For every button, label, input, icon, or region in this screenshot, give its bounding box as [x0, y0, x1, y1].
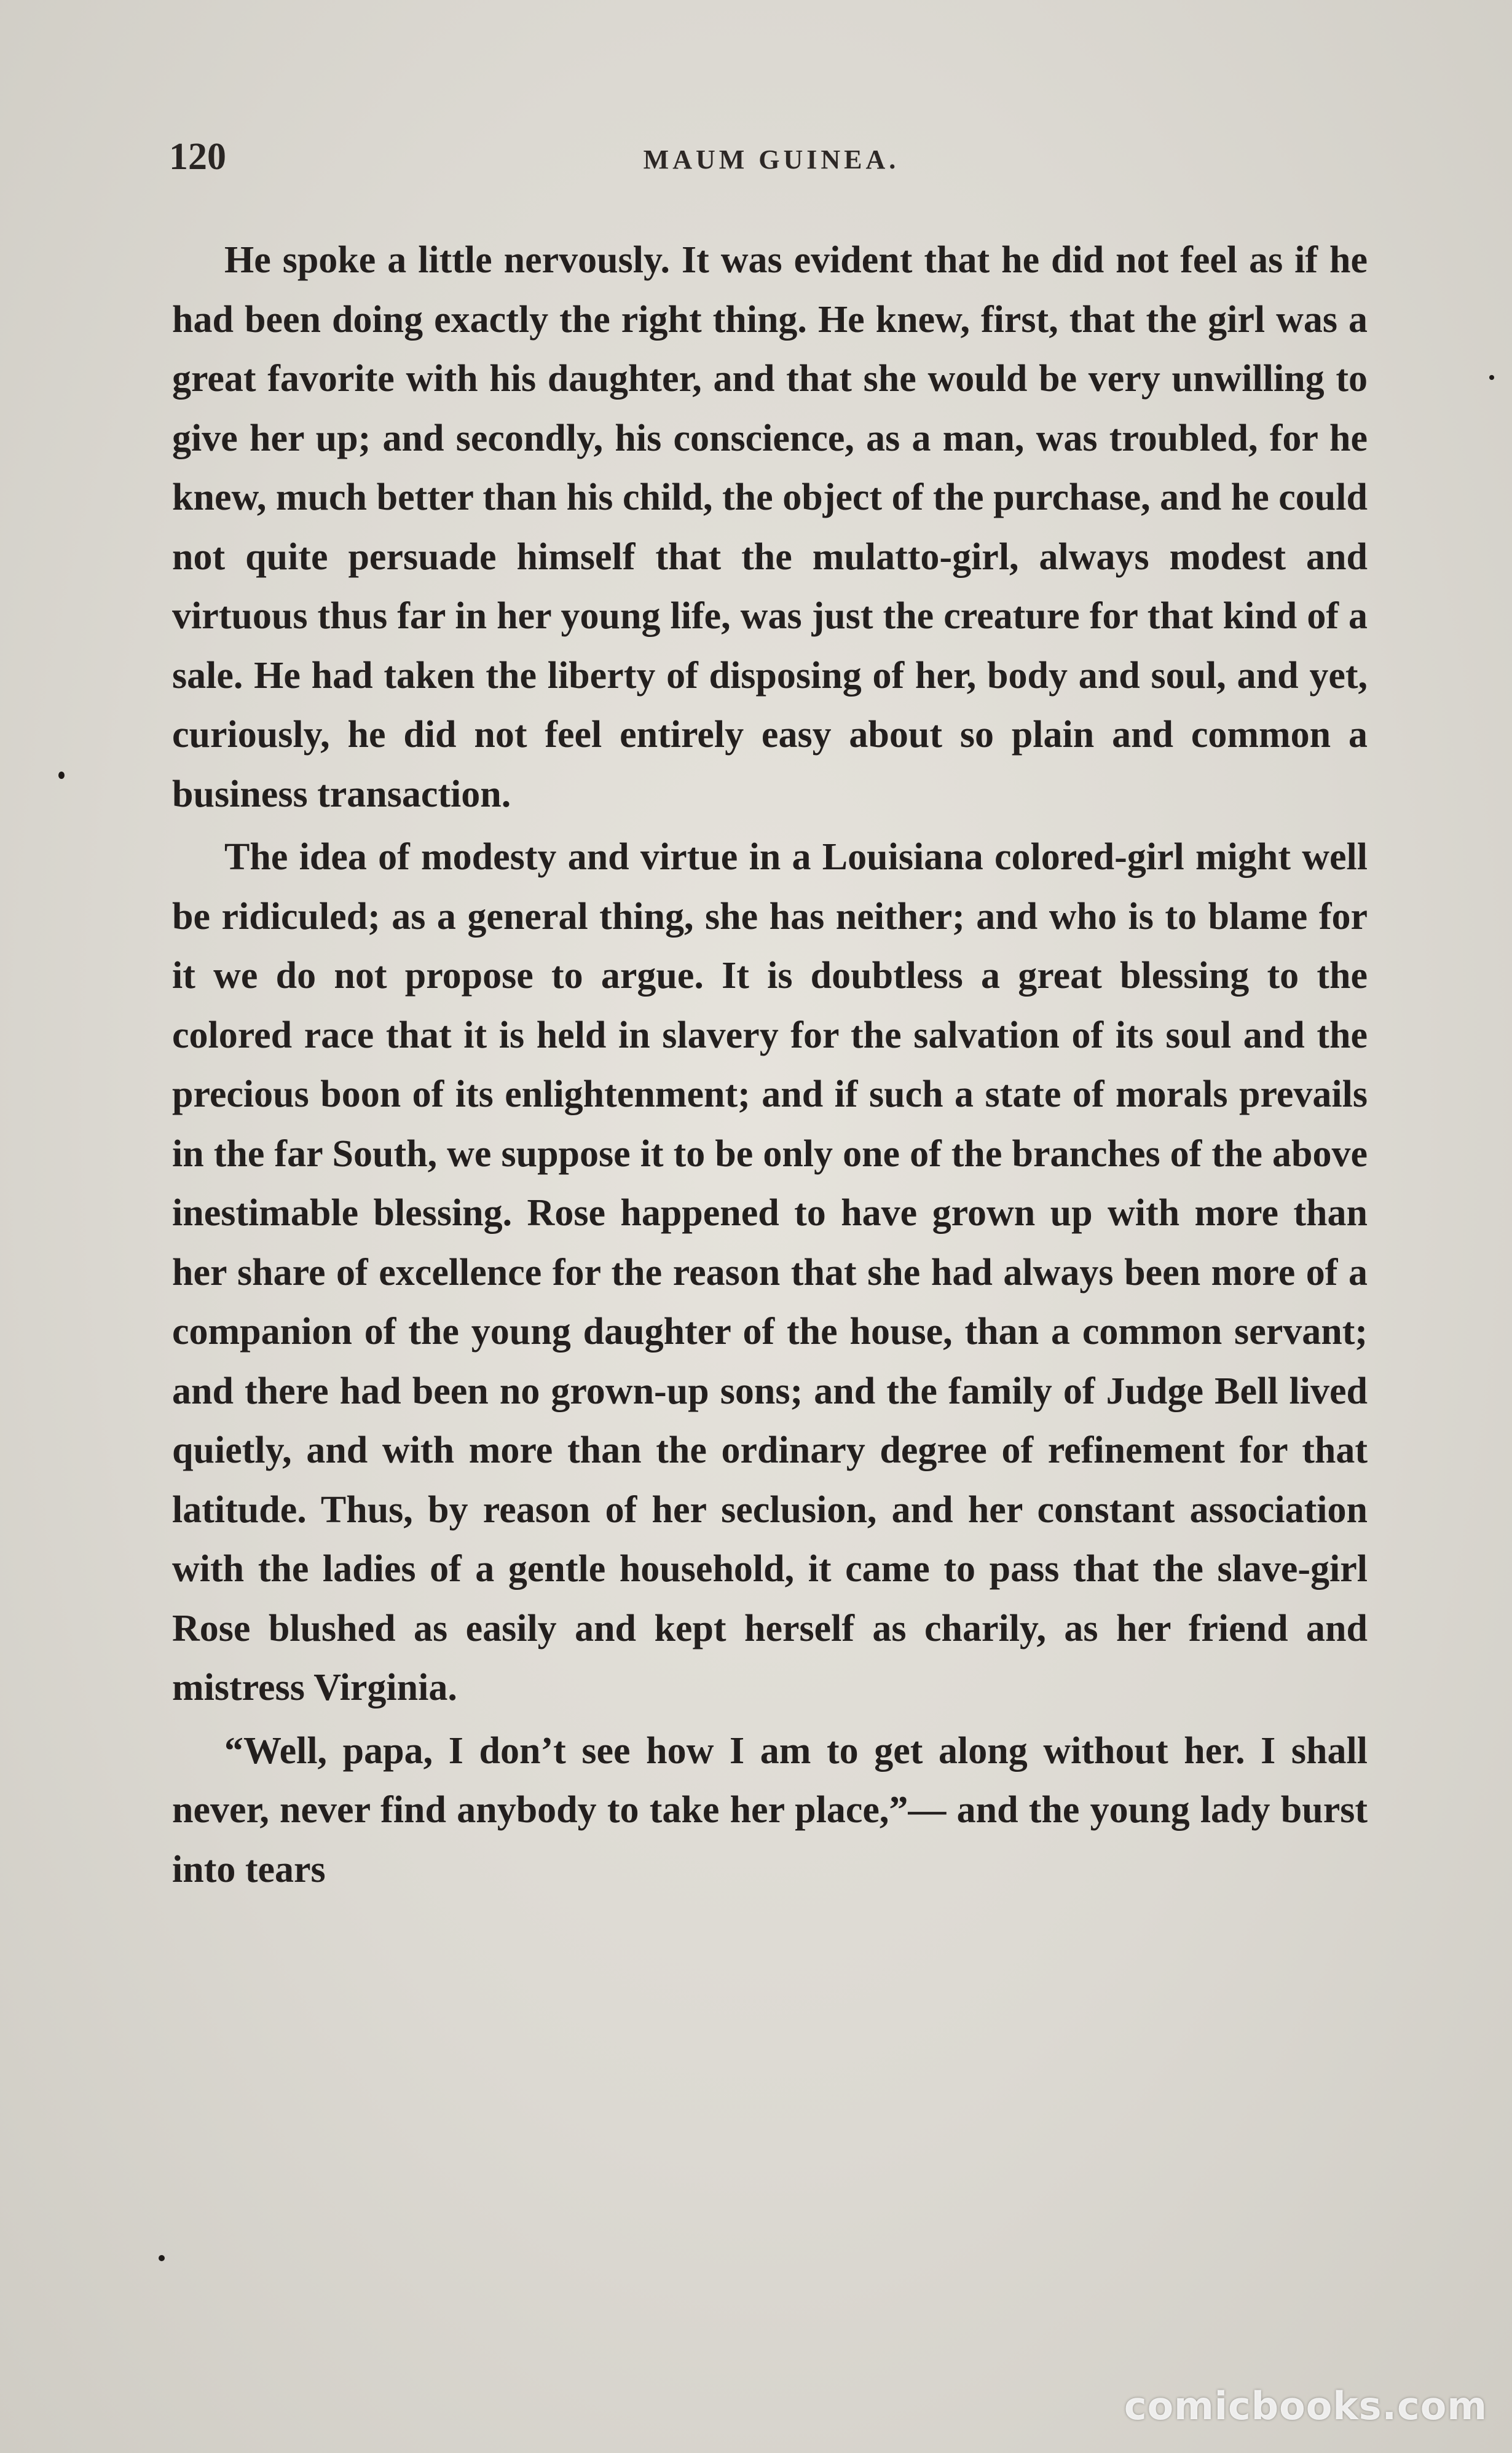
running-title: MAUM GUINEA.	[643, 144, 900, 175]
ink-speck	[159, 2255, 165, 2261]
paragraph: “Well, papa, I don’t see how I am to get along without her. I shall never, never find anybody to take her place,”— and the young lady burst into tears	[172, 1729, 1368, 1890]
page-header	[169, 135, 1374, 203]
watermark-logo: comicbooks.com	[1124, 2384, 1487, 2428]
paragraph: He spoke a little nervously. It was evident that he did not feel as if he had been doing exactly the right thing. He knew, first, that the girl was a great favorite with his daughter, and that she would be very unwilling to give her up; and secondly, his conscience, as a man, was troubled, for he knew, much better than his child, the object of the purchase, and he could not quite persuade himself that the mulatto-girl, always modest and virtuous thus far in her young life, was just the creature for that kind of a sale. He had taken the liberty of disposing of her, body and soul, and yet, curiously, he did not feel entirely easy about so plain and common a business transaction.	[172, 239, 1368, 815]
ink-speck	[1489, 375, 1494, 380]
paragraph: The idea of modesty and virtue in a Louisiana colored-girl might well be ridiculed; as a general thing, she has neither; and who is to blame for it we do not propose to argue. It is doubtless a great blessing to the colored race that it is held in slavery for the salvation of its soul and the precious boon of its enlightenment; and if such a state of morals prevails in the far South, we suppose it to be only one of the branches of the above inestimable blessing. Rose happened to have grown up with more than her share of excellence for the reason that she had always been more of a companion of the young daughter of the house, than a common servant; and there had been no grown-up sons; and the family of Judge Bell lived quietly, and with more than the ordinary degree of refinement for that latitude. Thus, by reason of her seclusion, and her constant association with the ladies of a gentle household, it came to pass that the slave-girl Rose blushed as easily and kept herself as charily, as her friend and mistress Virginia.	[172, 836, 1368, 1708]
body-text	[172, 231, 1368, 1899]
ink-speck	[58, 772, 65, 779]
page-number: 120	[169, 136, 226, 178]
